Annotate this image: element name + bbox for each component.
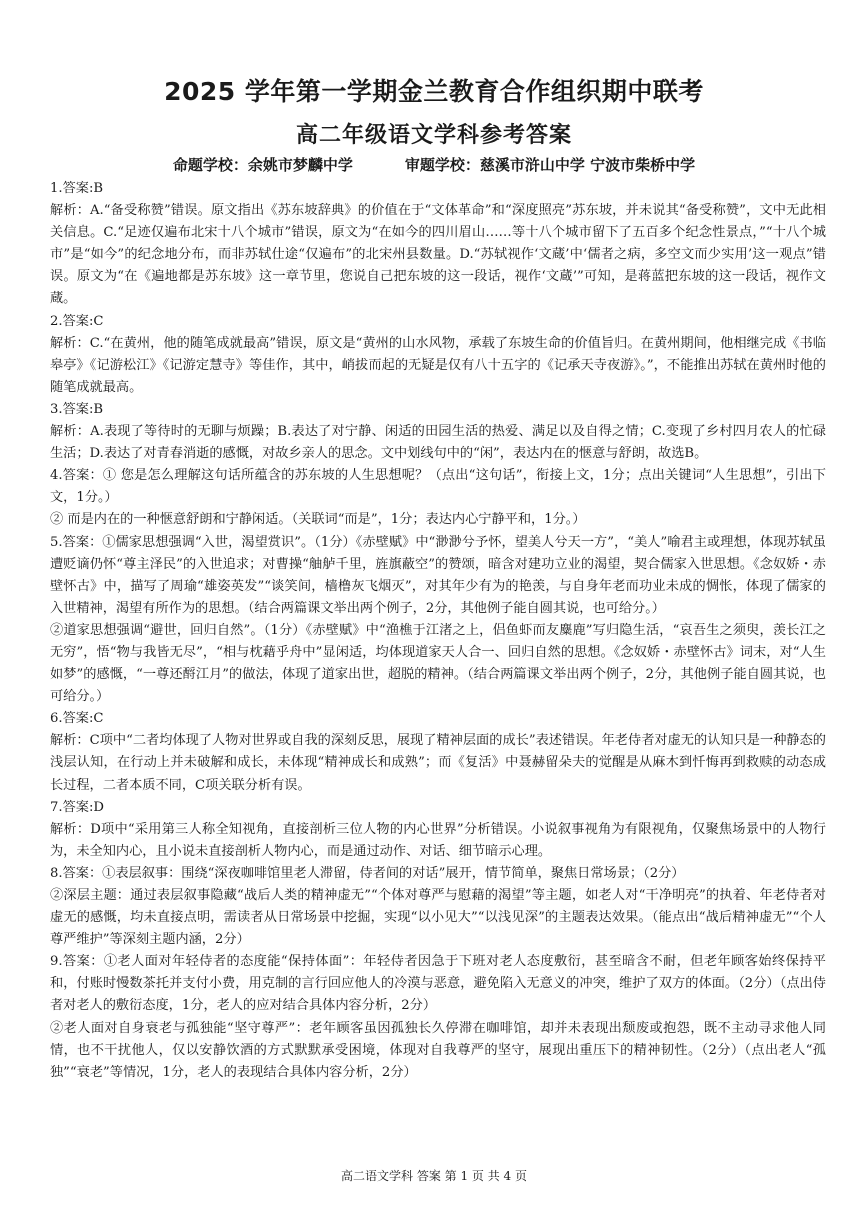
answer-line: 6.答案:C: [50, 711, 104, 727]
answer-line: 1.答案:B: [50, 181, 104, 196]
exam-subtitle: 高二年级语文学科参考答案: [295, 123, 572, 148]
analysis-text: ② 而是内在的一种惬意舒朗和宁静闲适。（关联词“而是”，1分；表达内心宁静平和，1分。）: [50, 512, 586, 528]
answer-line: 3.答案:B: [50, 401, 104, 417]
answer-line: 7.答案:D: [50, 799, 104, 815]
answer-line: 4.答案：① 您是怎么理解这句话所蕴含的苏东坡的人生思想呢？（点出“这句话”，衔接上文，1分；点出关键词“人生思想”，引出下文，1分。）: [50, 468, 826, 506]
analysis-text: 解析：D项中“采用第三人称全知视角，直接剖析三位人物的内心世界”分析错误。小说叙事视角为有限视角，仅聚焦场景中的人物行为，未全知内心，且小说未直接剖析人物内心，而是通过动作、对话、细节暗示心理。: [50, 821, 826, 859]
analysis-text: 解析：A.表现了等待时的无聊与烦躁；B.表达了对宁静、闲适的田园生活的热爱、满足以及自得之情；C.变现了乡村四月农人的忙碌生活；D.表达了对青春消逝的感慨，对故乡亲人的思念。文中划线句中的“闲”，表达内在的惬意与舒朗，故选B。: [50, 424, 826, 462]
analysis-text: 解析：C.“在黄州，他的随笔成就最高”错误，原文是“黄州的山水风物，承载了东坡生命的价值旨归。在黄州期间，他相继完成《书临皋亭》《记游松江》《记游定慧寺》等佳作，其中，峭拔而起的无疑是仅有八十五字的《记承天寺夜游》。”，不能推出苏轼在黄州时他的随笔成就最高。: [50, 335, 826, 395]
exam-title: 2025 学年第一学期金兰教育合作组织期中联考: [164, 77, 704, 106]
school-info: [0, 154, 868, 175]
analysis-text: 解析：A.“备受称赞”错误。原文指出《苏东坡辞典》的价值在于“文体革命”和“深度照亮”苏东坡，并未说其“备受称赞”，文中无此相关信息。C.“足迹仅遍布北宋十八个城市”错误，原文为“在如今的四川眉山……等十八个城市留下了五百多个纪念性景点，”“十八个城市”是“如今”的纪念地分布，而非苏轼仕途“仅遍布”的北宋州县数量。D.“苏轼视作‘文蔵’中‘儒者之病，多空文而少实用’这一观点”错误。原文为“在《遍地都是苏东坡》这一章节里，您说自己把东坡的这一段话，视作‘文蔵’”可知，是蒋蓝把东坡的这一段话，视作文蔵。: [50, 203, 826, 307]
answer-body: [50, 178, 826, 1084]
answer-line: 2.答案:C: [50, 313, 104, 329]
analysis-text: ②老人面对自身衰老与孤独能“坚守尊严”：老年顾客虽因孤独长久停滞在咖啡馆，却并未表现出颓废或抱怨，既不主动寻求他人同情，也不干扰他人，仅以安静饮酒的方式默默承受困境，体现对自我尊严的坚守，展现出重压下的精神韧性。（2分）（点出老人“孤独”“衰老”等情况，1分，老人的表现结合具体内容分析，2分）: [50, 1020, 826, 1080]
page-footer: 高二语文学科 答案 第 1 页 共 4 页: [341, 1169, 527, 1183]
answer-line: 5.答案：①儒家思想强调“入世，渴望赏识”。（1分）《赤壁赋》中“渺渺兮予怀，望美人兮天一方”，“美人”喻君主或理想，体现苏轼虽遭贬谪仍怀“尊主泽民”的入世追求；对曹操“舳舻千里，旌旗蔽空”的赞颂，暗含对建功立业的渴望，契合儒家入世思想。《念奴娇・赤壁怀古》中，描写了周瑜“雄姿英发”“谈笑间，樯橹灰飞烟灭”，对其年少有为的艳羡，与自身年老而功业未成的惆怅，体现了儒家的入世精神，渴望有所作为的思想。（结合两篇课文举出两个例子，2分，其他例子能自圆其说，也可给分。）: [50, 534, 826, 616]
analysis-text: ②深层主题：通过表层叙事隐藏“战后人类的精神虚无”“个体对尊严与慰藉的渴望”等主题，如老人对“干净明亮”的执着、年老侍者对虚无的感慨，均未直接点明，需读者从日常场景中挖掘，实现“以小见大”“以浅见深”的主题表达效果。（能点出“战后精神虚无”“个人尊严维护”等深刻主题内涵，2分）: [50, 888, 826, 948]
answer-line: 9.答案：①老人面对年轻侍者的态度能“保持体面”：年轻侍者因急于下班对老人态度敷衍，甚至暗含不耐，但老年顾客始终保持平和，付账时慢数茶托并支付小费，用克制的言行回应他人的冷漠与恶意，避免陷入无意义的冲突，维护了双方的体面。（2分）（点出侍者对老人的敷衍态度，1分，老人的应对结合具体内容分析，2分）: [50, 954, 826, 1014]
analysis-text: ②道家思想强调“避世，回归自然”。（1分）《赤壁赋》中“渔樵于江渚之上，侣鱼虾而友麋鹿”写归隐生活，“哀吾生之须臾，羡长江之无穷”，悟“物与我皆无尽”，“相与枕藉乎舟中”显闲适，均体现道家天人合一、回归自然的思想。《念奴娇・赤壁怀古》词末，对“人生如梦”的感慨，“一尊还酹江月”的做法，体现了道家出世，超脱的精神。（结合两篇课文举出两个例子，2分，其他例子能自圆其说，也可给分。）: [50, 622, 826, 705]
analysis-text: 解析：C项中“二者均体现了人物对世界或自我的深刻反思，展现了精神层面的成长”表述错误。年老侍者对虚无的认知只是一种静态的浅层认知，在行动上并未破解和成长，未体现“精神成长和成熟”；而《复活》中聂赫留朵夫的觉醒是从麻木到忏悔再到救赎的动态成长过程，二者本质不同，C项关联分析有误。: [50, 733, 826, 793]
proposer-school: 命题学校：余姚市梦麟中学: [172, 156, 353, 174]
answer-line: 8.答案：①表层叙事：围绕“深夜咖啡馆里老人滞留，侍者间的对话”展开，情节简单，聚焦日常场景；（2分）: [50, 865, 685, 881]
reviewer-school: 审题学校：慈溪市浒山中学 宁波市柴桥中学: [404, 156, 696, 174]
